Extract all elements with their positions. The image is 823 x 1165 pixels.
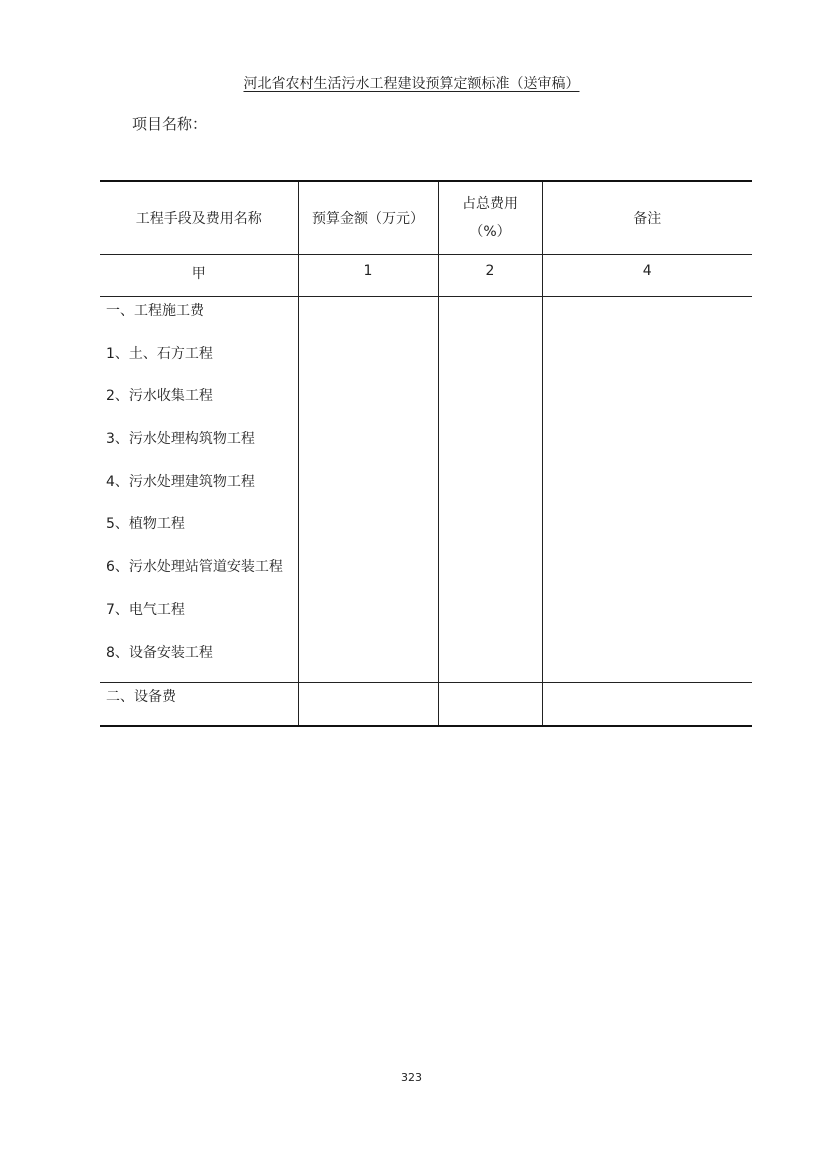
section-title-equipment: 二、设备费 xyxy=(106,689,176,705)
project-name-label: 项目名称： xyxy=(132,115,208,133)
construction-percent-cell xyxy=(438,297,542,683)
list-item: 7、电气工程 xyxy=(106,601,185,618)
header-percent-line2: （%） xyxy=(469,224,511,240)
list-item: 2、污水收集工程 xyxy=(106,388,213,405)
list-item: 5、植物工程 xyxy=(106,516,185,533)
header-item-name: 工程手段及费用名称 xyxy=(100,181,298,255)
construction-amount-cell xyxy=(298,297,438,683)
header-budget-amount: 预算金额（万元） xyxy=(298,181,438,255)
equipment-cost-row xyxy=(100,683,752,727)
list-item: 3、污水处理构筑物工程 xyxy=(106,431,255,448)
table-header-row xyxy=(100,181,752,255)
equipment-remark-cell xyxy=(542,683,752,727)
construction-cost-items-cell xyxy=(100,297,298,683)
list-item: 1、土、石方工程 xyxy=(106,345,213,362)
section-title-construction: 一、工程施工费 xyxy=(106,303,204,319)
list-item: 8、设备安装工程 xyxy=(106,644,213,661)
equipment-percent-cell xyxy=(438,683,542,727)
table-index-row xyxy=(100,255,752,297)
equipment-amount-cell xyxy=(298,683,438,727)
construction-cost-list xyxy=(100,297,298,681)
index-cell-remark: 4 xyxy=(542,255,752,297)
document-title-text: 河北省农村生活污水工程建设预算定额标准（送审稿） xyxy=(243,76,580,92)
index-cell-name: 甲 xyxy=(100,255,298,297)
construction-cost-row xyxy=(100,297,752,683)
header-percent-total xyxy=(438,181,542,255)
list-item: 6、污水处理站管道安装工程 xyxy=(106,559,283,576)
document-title xyxy=(0,74,823,94)
header-percent-line1: 占总费用 xyxy=(462,196,518,212)
construction-remark-cell xyxy=(542,297,752,683)
list-item: 4、污水处理建筑物工程 xyxy=(106,473,255,490)
budget-table xyxy=(100,180,752,727)
index-cell-percent: 2 xyxy=(438,255,542,297)
page-number: 323 xyxy=(401,1071,422,1084)
equipment-cost-cell xyxy=(100,683,298,727)
header-remark: 备注 xyxy=(542,181,752,255)
index-cell-amount: 1 xyxy=(298,255,438,297)
